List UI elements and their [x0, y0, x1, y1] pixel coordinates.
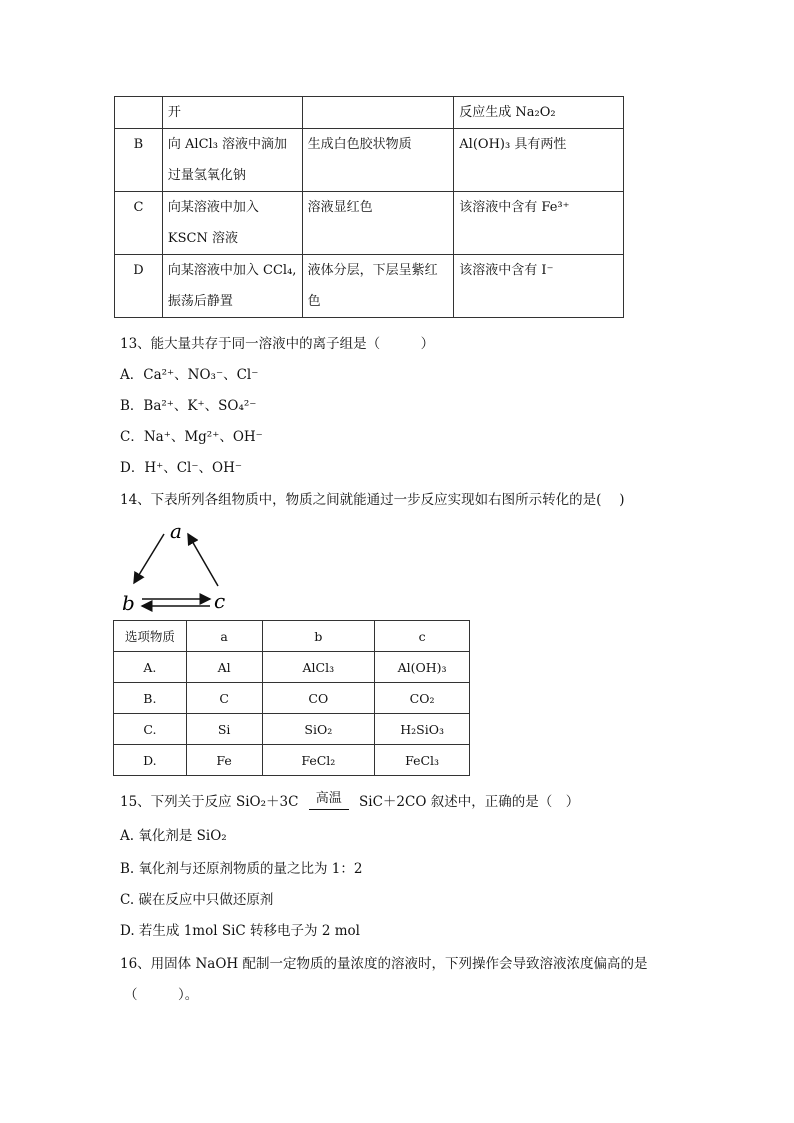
row-label [115, 97, 163, 129]
table-cell: SiO₂ [262, 714, 375, 745]
conclusion-cell: 反应生成 Na₂O₂ [454, 97, 624, 129]
q13-option-c[interactable]: C．Na⁺、Mg²⁺、OH⁻ [120, 429, 263, 445]
node-b-label: b [122, 591, 135, 615]
q13-option-a[interactable]: A．Ca²⁺、NO₃⁻、Cl⁻ [120, 367, 259, 383]
table-cell: Si [186, 714, 262, 745]
q13-option-d[interactable]: D．H⁺、Cl⁻、OH⁻ [120, 460, 242, 476]
q15-option-d[interactable]: D. 若生成 1mol SiC 转移电子为 2 mol [120, 923, 360, 939]
q15-option-a[interactable]: A. 氧化剂是 SiO₂ [120, 828, 227, 844]
q14-stem: 14、下表所列各组物质中，物质之间就能通过一步反应实现如右图所示转化的是( ) [120, 492, 625, 508]
operation-cell: 向某溶液中加入 CCl₄, 振荡后静置 [162, 255, 302, 318]
table-cell: Fe [186, 745, 262, 776]
equals-bar [309, 809, 349, 810]
table-cell: H₂SiO₃ [375, 714, 470, 745]
header-cell: 选项物质 [114, 621, 187, 652]
q14-options-table [113, 620, 470, 776]
table-cell: Al(OH)₃ [375, 652, 470, 683]
q15-option-b[interactable]: B. 氧化剂与还原剂物质的量之比为 1：2 [120, 861, 363, 877]
row-label: C [115, 192, 163, 255]
table-row [114, 714, 470, 745]
q15-stem-left: 15、下列关于反应 SiO₂＋3C [120, 794, 299, 810]
option-label[interactable]: D. [114, 745, 187, 776]
phenomenon-cell [302, 97, 454, 129]
arrow-c-to-a [188, 534, 218, 586]
table-cell: Al [186, 652, 262, 683]
table-row [115, 192, 624, 255]
header-cell: c [375, 621, 470, 652]
reaction-condition [307, 792, 351, 813]
table-cell: CO₂ [375, 683, 470, 714]
conclusion-cell: Al(OH)₃ 具有两性 [454, 129, 624, 192]
table-row [114, 652, 470, 683]
option-label[interactable]: C. [114, 714, 187, 745]
row-label: B [115, 129, 163, 192]
option-label[interactable]: B. [114, 683, 187, 714]
table-cell: CO [262, 683, 375, 714]
phenomenon-cell: 溶液显红色 [302, 192, 454, 255]
node-a-label: a [170, 520, 182, 543]
condition-label: 高温 [315, 791, 342, 806]
q13-stem: 13、能大量共存于同一溶液中的离子组是（ ） [120, 336, 435, 352]
operation-cell: 开 [162, 97, 302, 129]
phenomenon-cell: 生成白色胶状物质 [302, 129, 454, 192]
table-row [114, 745, 470, 776]
q15-stem-right: SiC＋2CO 叙述中，正确的是（ ） [359, 794, 580, 810]
table-row [114, 683, 470, 714]
header-cell: a [186, 621, 262, 652]
q13-option-b[interactable]: B．Ba²⁺、K⁺、SO₄²⁻ [120, 398, 257, 414]
operation-cell: 向某溶液中加入 KSCN 溶液 [162, 192, 302, 255]
option-label[interactable]: A. [114, 652, 187, 683]
conclusion-cell: 该溶液中含有 Fe³⁺ [454, 192, 624, 255]
table-cell: AlCl₃ [262, 652, 375, 683]
table-row [115, 129, 624, 192]
header-cell: b [262, 621, 375, 652]
conclusion-cell: 该溶液中含有 I⁻ [454, 255, 624, 318]
table-header-row [114, 621, 470, 652]
phenomenon-cell: 液体分层，下层呈紫红 色 [302, 255, 454, 318]
table-cell: C [186, 683, 262, 714]
arrow-a-to-b [134, 534, 164, 583]
table-cell: FeCl₂ [262, 745, 375, 776]
table-cell: FeCl₃ [375, 745, 470, 776]
q15-stem [120, 792, 579, 813]
q16-stem-end: （ ）。 [124, 987, 199, 1003]
q15-option-c[interactable]: C. 碳在反应中只做还原剂 [120, 892, 274, 908]
row-label: D [115, 255, 163, 318]
node-c-label: c [214, 589, 226, 613]
table-row [115, 97, 624, 129]
operation-cell: 向 AlCl₃ 溶液中滴加 过量氢氧化钠 [162, 129, 302, 192]
table-row [115, 255, 624, 318]
transformation-diagram [118, 520, 248, 616]
experiment-table [114, 96, 624, 318]
q16-stem: 16、用固体 NaOH 配制一定物质的量浓度的溶液时，下列操作会导致溶液浓度偏高的是 [120, 956, 648, 972]
